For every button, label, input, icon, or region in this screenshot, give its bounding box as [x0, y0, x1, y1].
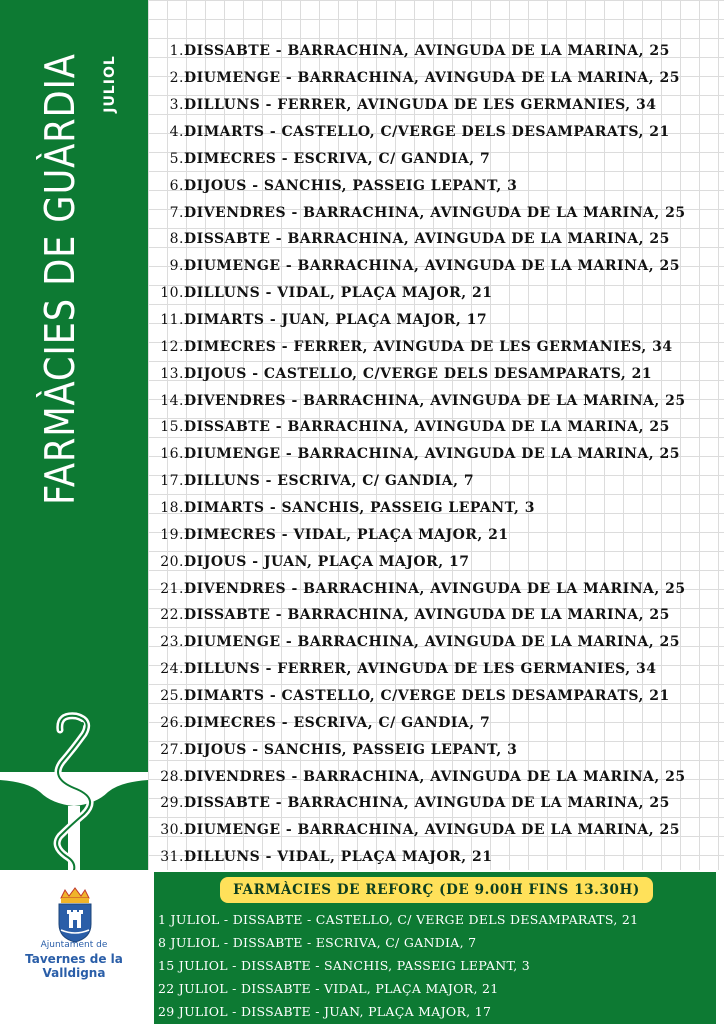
day-number: 6.	[169, 177, 184, 194]
pharmacy-entry: DISSABTE - BARRACHINA, AVINGUDA DE LA MARINA, 25	[184, 795, 670, 812]
day-number: 11.	[160, 312, 184, 329]
pharmacy-entry: DIJOUS - JUAN, PLAÇA MAJOR, 17	[184, 553, 470, 570]
day-number: 25.	[160, 688, 184, 705]
pharmacy-entry: DIMECRES - VIDAL, PLAÇA MAJOR, 21	[184, 526, 509, 543]
schedule-row	[154, 495, 720, 522]
schedule-row	[154, 38, 720, 65]
day-number: 10.	[160, 285, 184, 302]
schedule-row	[154, 65, 720, 92]
schedule-row	[154, 441, 720, 468]
day-number: 21.	[160, 580, 184, 597]
town-crest-icon	[55, 886, 95, 944]
schedule-row	[154, 360, 720, 387]
pharmacy-snake-icon	[0, 710, 148, 880]
day-number: 20.	[160, 553, 184, 570]
pharmacy-entry: DIVENDRES - BARRACHINA, AVINGUDA DE LA MARINA, 25	[184, 580, 686, 597]
pharmacy-entry: DIMARTS - JUAN, PLAÇA MAJOR, 17	[184, 312, 488, 329]
day-number: 14.	[160, 392, 184, 409]
schedule-row	[154, 763, 720, 790]
schedule-row	[154, 548, 720, 575]
schedule-row	[154, 521, 720, 548]
day-number: 23.	[160, 634, 184, 651]
pharmacy-entry: DIMECRES - ESCRIVA, C/ GANDIA, 7	[184, 150, 491, 167]
day-number: 17.	[160, 473, 184, 490]
schedule-row	[154, 333, 720, 360]
day-number: 24.	[160, 661, 184, 678]
reforc-item: 1 JULIOL - DISSABTE - CASTELLO, C/ VERGE DELS DESAMPARATS, 21	[158, 912, 639, 927]
pharmacy-entry: DIUMENGE - BARRACHINA, AVINGUDA DE LA MARINA, 25	[184, 446, 680, 463]
day-number: 3.	[169, 97, 184, 114]
schedule-row	[154, 226, 720, 253]
day-number: 30.	[160, 822, 184, 839]
pharmacy-entry: DILLUNS - VIDAL, PLAÇA MAJOR, 21	[184, 285, 493, 302]
day-number: 29.	[160, 795, 184, 812]
pharmacy-entry: DILLUNS - FERRER, AVINGUDA DE LES GERMANIES, 34	[184, 97, 657, 114]
day-number: 4.	[169, 124, 184, 140]
schedule-row	[154, 387, 720, 414]
pharmacy-entry: DIVENDRES - BARRACHINA, AVINGUDA DE LA MARINA, 25	[184, 204, 686, 221]
schedule-row	[154, 709, 720, 736]
pharmacy-entry: DIUMENGE - BARRACHINA, AVINGUDA DE LA MARINA, 25	[184, 70, 680, 87]
schedule-row	[154, 172, 720, 199]
schedule-row	[154, 119, 720, 146]
schedule-row	[154, 145, 720, 172]
pharmacy-entry: DIMECRES - FERRER, AVINGUDA DE LES GERMANIES, 34	[184, 338, 673, 355]
pharmacy-entry: DILLUNS - ESCRIVA, C/ GANDIA, 7	[184, 473, 475, 490]
reforc-title: FARMÀCIES DE REFORÇ (DE 9.00H FINS 13.30H)	[220, 877, 653, 903]
day-number: 22.	[160, 607, 184, 624]
pharmacy-entry: DIUMENGE - BARRACHINA, AVINGUDA DE LA MARINA, 25	[184, 634, 680, 651]
pharmacy-entry: DISSABTE - BARRACHINA, AVINGUDA DE LA MARINA, 25	[184, 231, 670, 248]
schedule-row	[154, 575, 720, 602]
schedule-row	[154, 844, 720, 871]
schedule-row	[154, 199, 720, 226]
month-label: JULIOL	[102, 55, 118, 113]
schedule-row	[154, 629, 720, 656]
pharmacy-entry: DIVENDRES - BARRACHINA, AVINGUDA DE LA MARINA, 25	[184, 392, 686, 409]
logo-caption-line2: Tavernes de la Valldigna	[25, 952, 123, 980]
page-title: FARMÀCIES DE GUÀRDIA	[36, 53, 84, 505]
pharmacy-entry: DIJOUS - SANCHIS, PASSEIG LEPANT, 3	[184, 741, 518, 758]
schedule-row	[154, 280, 720, 307]
pharmacy-entry: DIJOUS - SANCHIS, PASSEIG LEPANT, 3	[184, 177, 518, 194]
day-number: 12.	[160, 338, 184, 355]
day-number: 18.	[160, 500, 184, 517]
pharmacy-entry: DISSABTE - BARRACHINA, AVINGUDA DE LA MARINA, 25	[184, 607, 670, 624]
day-number: 9.	[169, 258, 184, 275]
day-number: 27.	[160, 741, 184, 758]
day-number: 7.	[169, 204, 184, 221]
schedule-row	[154, 736, 720, 763]
schedule-row	[154, 683, 720, 710]
schedule-row	[154, 468, 720, 495]
reforc-panel	[154, 872, 716, 1024]
pharmacy-entry: DIUMENGE - BARRACHINA, AVINGUDA DE LA MARINA, 25	[184, 822, 680, 839]
day-number: 1.	[169, 43, 184, 60]
logo-caption-line1: Ajuntament de	[40, 940, 108, 950]
pharmacy-entry: DIMECRES - ESCRIVA, C/ GANDIA, 7	[184, 714, 491, 731]
sidebar	[0, 0, 148, 870]
schedule-row	[154, 602, 720, 629]
pharmacy-entry: DILLUNS - VIDAL, PLAÇA MAJOR, 21	[184, 849, 493, 866]
schedule-row	[154, 656, 720, 683]
day-number: 31.	[160, 849, 184, 866]
day-number: 13.	[160, 365, 184, 382]
day-number: 2.	[169, 70, 184, 87]
reforc-item: 15 JULIOL - DISSABTE - SANCHIS, PASSEIG LEPANT, 3	[158, 958, 531, 973]
day-number: 16.	[160, 446, 184, 463]
schedule-row	[154, 253, 720, 280]
pharmacy-entry: DIVENDRES - BARRACHINA, AVINGUDA DE LA MARINA, 25	[184, 768, 686, 785]
pharmacy-entry: DISSABTE - BARRACHINA, AVINGUDA DE LA MARINA, 25	[184, 419, 670, 436]
day-number: 19.	[160, 526, 184, 543]
schedule-row	[154, 92, 720, 119]
day-number: 28.	[160, 768, 184, 785]
pharmacy-entry: DIMARTS - SANCHIS, PASSEIG LEPANT, 3	[184, 500, 535, 517]
reforc-item: 8 JULIOL - DISSABTE - ESCRIVA, C/ GANDIA, 7	[158, 935, 477, 950]
schedule-row	[154, 307, 720, 334]
day-number: 5.	[169, 150, 184, 167]
pharmacy-entry: DIMARTS - CASTELLO, C/VERGE DELS DESAMPARATS, 21	[184, 124, 670, 140]
pharmacy-entry: DILLUNS - FERRER, AVINGUDA DE LES GERMANIES, 34	[184, 661, 657, 678]
day-number: 8.	[169, 231, 184, 248]
pharmacy-entry: DIJOUS - CASTELLO, C/VERGE DELS DESAMPARATS, 21	[184, 365, 653, 382]
pharmacy-entry: DIUMENGE - BARRACHINA, AVINGUDA DE LA MARINA, 25	[184, 258, 680, 275]
schedule-row	[154, 817, 720, 844]
schedule-row	[154, 414, 720, 441]
reforc-list	[158, 908, 714, 1023]
day-number: 15.	[160, 419, 184, 436]
day-number: 26.	[160, 714, 184, 731]
pharmacy-entry: DIMARTS - CASTELLO, C/VERGE DELS DESAMPARATS, 21	[184, 688, 670, 705]
reforc-item: 29 JULIOL - DISSABTE - JUAN, PLAÇA MAJOR, 17	[158, 1004, 492, 1019]
pharmacy-entry: DISSABTE - BARRACHINA, AVINGUDA DE LA MARINA, 25	[184, 43, 670, 60]
schedule-list	[154, 38, 720, 871]
reforc-item: 22 JULIOL - DISSABTE - VIDAL, PLAÇA MAJOR, 21	[158, 981, 499, 996]
schedule-row	[154, 790, 720, 817]
